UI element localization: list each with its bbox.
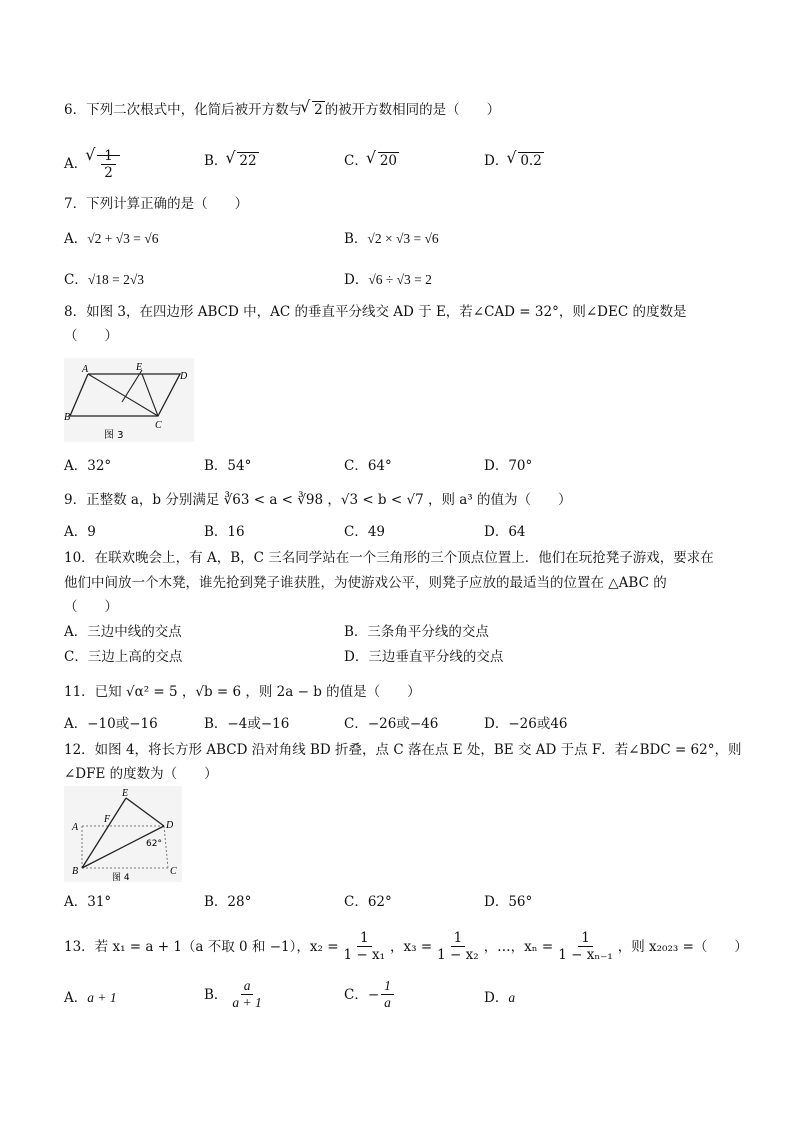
fig4-label-d: D (166, 820, 174, 831)
q13-fraction-x2: $\frac{1}{\text{1 − x₁}}$ (343, 930, 386, 963)
q6-stem-text-a: 6．下列二次根式中，化简后被开方数与 (64, 102, 303, 118)
q12-option-a: A．31° (64, 894, 112, 910)
q6-option-c (344, 151, 399, 171)
fig3-label-b: B (64, 412, 71, 423)
q6-radical (302, 100, 325, 120)
question-6-stem (64, 100, 754, 120)
q9-option-d: D．64 (484, 524, 526, 540)
q13-option-b: B． $\frac{a}{a + 1}$ (204, 978, 262, 1010)
q8-option-b: B．54° (204, 458, 252, 474)
q13-option-a: A．a + 1 (64, 990, 117, 1006)
fig4-label-a: A (72, 822, 79, 833)
q6-a-fraction: √ $\frac{1}{2}$ (101, 148, 116, 181)
fig3-label-e: E (136, 362, 143, 373)
q9-option-a: A．9 (64, 524, 96, 540)
q9-option-b: B．16 (204, 524, 245, 540)
question-11-stem: 11．已知 √α² = 5 ，√b = 6 ，则 2a − b 的值是（ ） (64, 684, 421, 700)
question-12-stem-line2: ∠DFE 的度数为（ ） (64, 766, 218, 782)
fig4-label-c: C (170, 866, 177, 877)
q13-fraction-xn: $\frac{1}{\text{1 − xₙ₋₁}}$ (558, 930, 613, 963)
q6-radicand: 2 (314, 102, 323, 118)
q11-option-a: A．−10或−16 (64, 716, 158, 732)
q10-option-b: B．三条角平分线的交点 (344, 624, 489, 640)
q7-option-c: C．√18 = 2√3 (64, 272, 145, 288)
q6-option-d (484, 151, 544, 171)
option-label: D． (484, 153, 509, 169)
fig3-label-a: A (82, 364, 89, 375)
q13-option-d: D．a (484, 990, 516, 1006)
option-label: B． (204, 153, 228, 169)
question-7-stem: 7．下列计算正确的是（ ） (64, 196, 249, 212)
q6-d-radicand: 0.2 (520, 153, 542, 169)
q11-option-d: D．−26或46 (484, 716, 568, 732)
q6-option-b (204, 151, 259, 171)
q12-option-d: D．56° (484, 894, 533, 910)
q13-option-c: C． − $\frac{1}{a}$ (344, 978, 396, 1011)
question-10-stem-line2: 他们中间放一个木凳，谁先抢到凳子谁获胜，为使游戏公平，则凳子应放的最适当的位置在 △ABC 的 (64, 575, 667, 591)
q11-option-c: C．−26或−46 (344, 716, 439, 732)
q11-option-b: B．−4或−16 (204, 716, 290, 732)
q9-option-c: C．49 (344, 524, 386, 540)
fig4-label-b: B (72, 866, 79, 877)
question-9-stem: 9．正整数 a，b 分别满足 ∛63 < a < ∛98 ，√3 < b < √7 ，则 a³ 的值为（ ） (64, 492, 572, 508)
q12-option-b: B．28° (204, 894, 252, 910)
q6-stem-text-b: 的被开方数相同的是（ ） (324, 102, 501, 118)
q8-option-a: A．32° (64, 458, 112, 474)
question-8-stem: 8．如图 3，在四边形 ABCD 中，AC 的垂直平分线交 AD 于 E，若∠CAD = 32°，则∠DEC 的度数是 (64, 304, 687, 320)
fig3-label-d: D (180, 371, 188, 382)
q7-option-b: B．√2 × √3 = √6 (344, 231, 439, 247)
q13-fraction-x3: $\frac{1}{\text{1 − x₂}}$ (437, 930, 479, 963)
q6-c-radicand: 20 (379, 153, 398, 169)
q7-option-a: A．√2 + √3 = √6 (64, 231, 159, 247)
q10-option-d: D．三边垂直平分线的交点 (344, 649, 504, 665)
q8-option-d: D．70° (484, 458, 533, 474)
fig4-label-f: F (104, 814, 111, 825)
q12-option-c: C．62° (344, 894, 392, 910)
question-12-stem-line1: 12．如图 4，将长方形 ABCD 沿对角线 BD 折叠，点 C 落在点 E 处，BE 交 AD 于点 F．若∠BDC = 62°，则 (64, 742, 742, 758)
figure-4-folded-rectangle (64, 786, 182, 882)
fig4-angle-label: 62° (146, 839, 162, 849)
option-label: C． (344, 153, 368, 169)
fig4-label-e: E (122, 788, 129, 799)
fig4-caption: 图 4 (112, 873, 130, 882)
q6-b-radicand: 22 (239, 153, 257, 169)
question-10-blank: （ ） (64, 599, 118, 615)
question-8-blank: （ ） (64, 328, 118, 344)
q7-option-d: D．√6 ÷ √3 = 2 (344, 272, 432, 288)
q6-option-a (64, 148, 120, 181)
option-label: A． (64, 156, 88, 172)
question-10-stem-line1: 10．在联欢晚会上，有 A，B，C 三名同学站在一个三角形的三个顶点位置上．他们在玩抢凳子游戏，要求在 (64, 550, 714, 566)
q8-option-c: C．64° (344, 458, 392, 474)
fig3-caption: 图 3 (104, 430, 124, 441)
q6-a-radical (87, 148, 120, 181)
question-13-stem: 13．若 x₁ = a + 1（a 不取 0 和 −1），x₂ = $\frac{1}{\text{1 − x₁}}$ ，x₃ = $\frac{1}{\text{1 − x₂}}$ ，…，xₙ = $\frac{1}{\text{1 − xₙ₋₁}}$ ，则 x₂₀₂₃ =（ ） (64, 930, 748, 963)
figure-3-parallelogram (64, 358, 194, 442)
q10-option-a: A．三边中线的交点 (64, 624, 182, 640)
fig3-label-c: C (155, 420, 162, 431)
q10-option-c: C．三边上高的交点 (64, 649, 183, 665)
